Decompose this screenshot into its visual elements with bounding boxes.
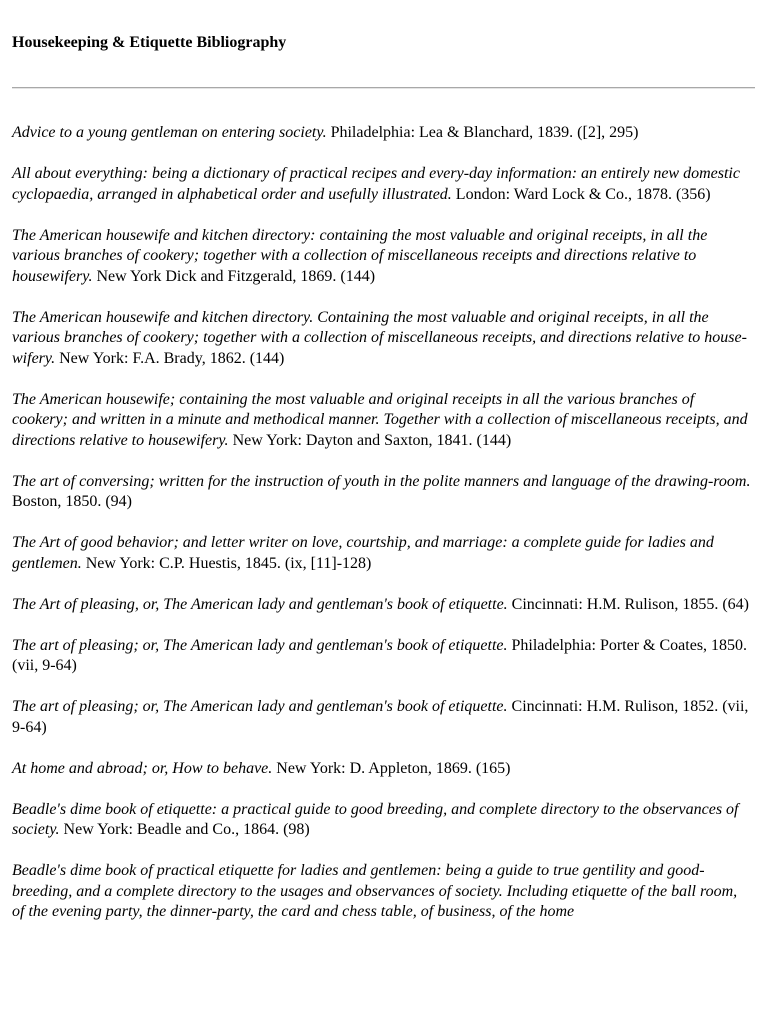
entry-title: The American housewife and kitchen directory: containing the most valuable and original receipts, in all the various branches of cookery; together with a collection of miscellaneous receipts and directions relative to housewifery. (12, 226, 708, 285)
entry-title: Beadle's dime book of etiquette: a practical guide to good breeding, and complete directory to the observances of society. (12, 800, 739, 838)
entry-imprint: New York: F.A. Brady, 1862. (144) (59, 349, 285, 367)
entry-title: Advice to a young gentleman on entering society. (12, 124, 327, 141)
bibliography-entry (12, 308, 752, 370)
entry-imprint: Philadelphia: Porter & Coates, 1850. (vii, 9-64) (12, 636, 748, 674)
entry-imprint: New York: D. Appleton, 1869. (165) (276, 759, 511, 777)
entry-imprint: New York: Beadle and Co., 1864. (98) (63, 821, 310, 838)
entry-imprint: Cincinnati: H.M. Rulison, 1855. (64) (511, 595, 749, 613)
entry-imprint: Cincinnati: H.M. Rulison, 1852. (vii, 9-64) (12, 698, 749, 736)
page-title: Housekeeping & Etiquette Bibliography (12, 34, 287, 51)
bibliography-entry (12, 861, 752, 923)
entry-imprint: New York Dick and Fitzgerald, 1869. (144) (96, 267, 376, 285)
bibliography-entry (12, 164, 752, 205)
entry-title: All about everything: being a dictionary of practical recipes and every-day information: an entirely new domestic cyclopaedia, arranged in alphabetical order and usefully illustrated. (12, 165, 740, 203)
entry-title: Beadle's dime book of practical etiquette for ladies and gentlemen: being a guide to true gentility and good-breeding, and a complete directory to the usages and observances of society. Including etiquette of the ball room, of the evening party, the dinner-party, the card and chess table, of business, of the home (12, 862, 738, 920)
bibliography-entry (12, 759, 752, 780)
bibliography-entry (12, 226, 752, 288)
entry-title: The art of pleasing; or, The American lady and gentleman's book of etiquette. (12, 698, 508, 715)
entry-title: The Art of pleasing, or, The American lady and gentleman's book of etiquette. (12, 595, 508, 613)
bibliography-entry (12, 595, 752, 616)
entry-title: The art of pleasing; or, The American lady and gentleman's book of etiquette. (12, 636, 508, 654)
horizontal-rule (12, 87, 755, 89)
entry-title: The art of conversing; written for the instruction of youth in the polite manners and language of the drawing-room. (12, 472, 751, 490)
bibliography-entry (12, 636, 752, 677)
entry-imprint: New York: Dayton and Saxton, 1841. (144) (232, 431, 512, 449)
bibliography-entry (12, 800, 752, 841)
bibliography-list (12, 123, 752, 943)
entry-imprint: New York: C.P. Huestis, 1845. (ix, [11]-128) (85, 554, 372, 572)
bibliography-entry (12, 697, 752, 738)
entry-title: The American housewife and kitchen directory. Containing the most valuable and original receipts, in all the various branches of cookery; together with a collection of miscellaneous receipts, and directions relative to house-wifery. (12, 308, 747, 367)
entry-title: The American housewife; containing the most valuable and original receipts in all the various branches of cookery; and written in a minute and methodical manner. Together with a collection of miscellaneous receipts, and directions relative to housewifery. (12, 390, 748, 449)
entry-title: At home and abroad; or, How to behave. (12, 759, 273, 777)
bibliography-entry (12, 123, 752, 144)
bibliography-entry (12, 533, 752, 574)
entry-imprint: Boston, 1850. (94) (12, 493, 132, 510)
entry-title: The Art of good behavior; and letter writer on love, courtship, and marriage: a complete guide for ladies and gentlemen. (12, 534, 714, 572)
entry-imprint: London: Ward Lock & Co., 1878. (356) (455, 185, 711, 203)
bibliography-entry (12, 390, 752, 452)
entry-imprint: Philadelphia: Lea & Blanchard, 1839. ([2], 295) (330, 124, 639, 141)
bibliography-entry (12, 472, 752, 513)
